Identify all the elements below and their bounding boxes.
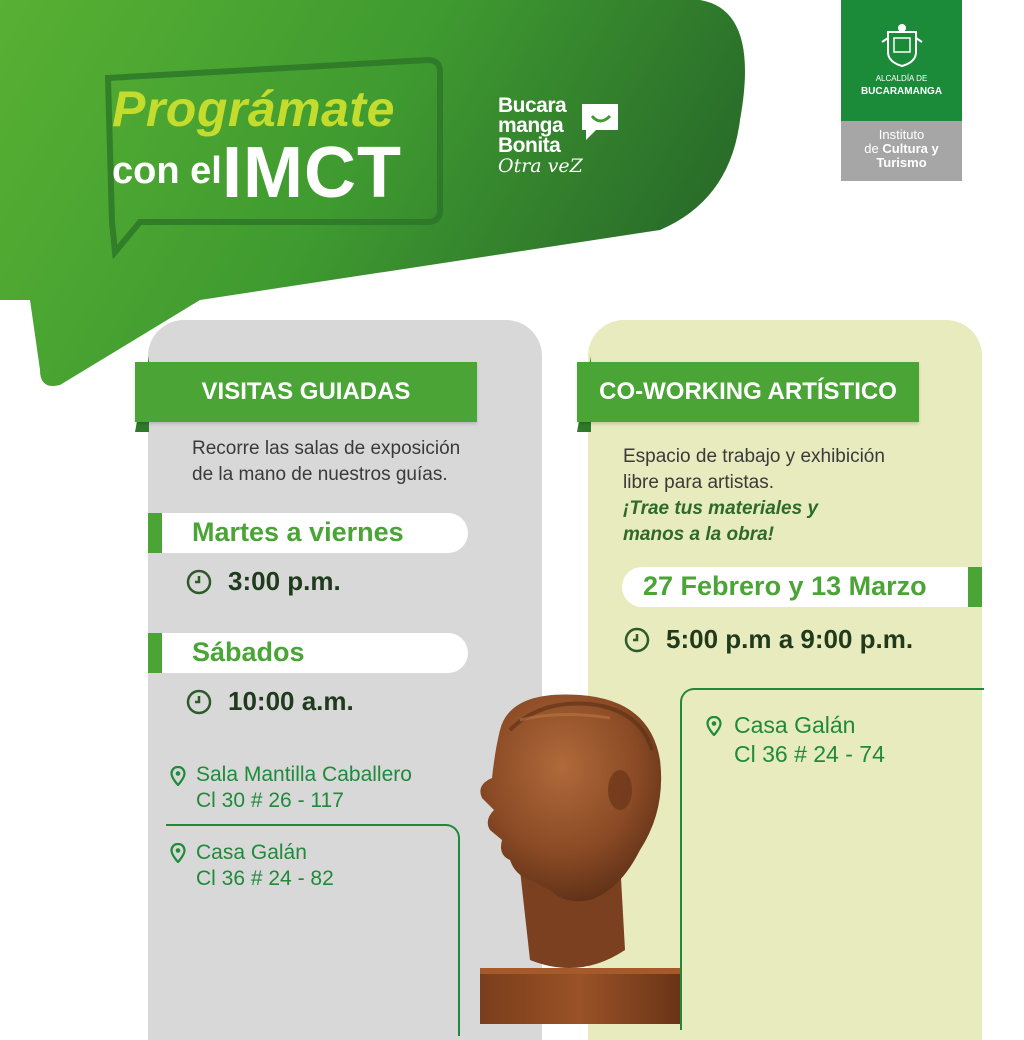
- logo-line1: Bucara: [498, 94, 567, 117]
- logo-line2: manga: [498, 114, 564, 137]
- right-description: [623, 444, 885, 548]
- left-description: [192, 436, 460, 488]
- logo-line4: Otra veZ: [498, 155, 583, 177]
- location-pin-icon: [170, 766, 186, 786]
- tab-visitas-guiadas: VISITAS GUIADAS: [135, 362, 477, 422]
- location-address: Cl 36 # 24 - 74: [734, 741, 885, 767]
- location-entry: [196, 840, 334, 892]
- location-name: Casa Galán: [734, 712, 856, 738]
- schedule-time-row: [186, 686, 354, 717]
- right-desc-line3: ¡Trae tus materiales y: [623, 498, 819, 519]
- inst-line2a: de: [864, 141, 883, 156]
- coworking-date: 27 Febrero y 13 Marzo: [643, 571, 927, 601]
- location-entry: [734, 711, 885, 769]
- left-desc-line2: de la mano de nuestros guías.: [192, 464, 448, 485]
- location-name: Casa Galán: [196, 841, 307, 864]
- location-address: Cl 30 # 26 - 117: [196, 789, 344, 812]
- pill-accent: [148, 513, 162, 553]
- speech-bubble-icon: [578, 100, 622, 144]
- schedule-time: 3:00 p.m.: [228, 566, 341, 596]
- coworking-time-row: [624, 624, 913, 655]
- location-name: Sala Mantilla Caballero: [196, 763, 412, 786]
- badge-city: BUCARAMANGA: [860, 86, 943, 97]
- schedule-time-row: [186, 566, 341, 597]
- institute-name: [841, 128, 962, 170]
- right-desc-line4: manos a la obra!: [623, 524, 774, 545]
- clock-icon: [186, 689, 212, 715]
- inst-line3: Turismo: [876, 155, 927, 170]
- clock-icon: [624, 627, 650, 653]
- header-title-imct: IMCT: [222, 133, 402, 213]
- coat-of-arms-icon: [880, 22, 924, 68]
- location-pin-icon: [170, 843, 186, 863]
- right-desc-line2: libre para artistas.: [623, 472, 775, 493]
- pill-accent: [968, 567, 982, 607]
- schedule-day: Martes a viernes: [192, 517, 404, 547]
- left-desc-line1: Recorre las salas de exposición: [192, 438, 461, 459]
- inst-line1: Instituto: [878, 127, 925, 142]
- badge-small-text: ALCALDÍA DE: [875, 74, 928, 83]
- clock-icon: [186, 569, 212, 595]
- bronze-bust-sculpture: [470, 690, 685, 1024]
- schedule-day: Sábados: [192, 637, 305, 667]
- header-title-line2: con el: [112, 150, 222, 192]
- location-address: Cl 36 # 24 - 82: [196, 867, 334, 890]
- schedule-time: 10:00 a.m.: [228, 686, 354, 716]
- logo-line3: Bonita: [498, 134, 561, 157]
- coworking-time: 5:00 p.m a 9:00 p.m.: [666, 624, 914, 654]
- header-title-line1: Prográmate: [112, 81, 395, 137]
- tab-coworking: CO-WORKING ARTÍSTICO: [577, 362, 919, 422]
- location-pin-icon: [706, 716, 722, 736]
- pill-accent: [148, 633, 162, 673]
- right-desc-line1: Espacio de trabajo y exhibición: [623, 446, 885, 467]
- inst-line2b: Cultura y: [882, 141, 939, 156]
- location-entry: [196, 762, 412, 814]
